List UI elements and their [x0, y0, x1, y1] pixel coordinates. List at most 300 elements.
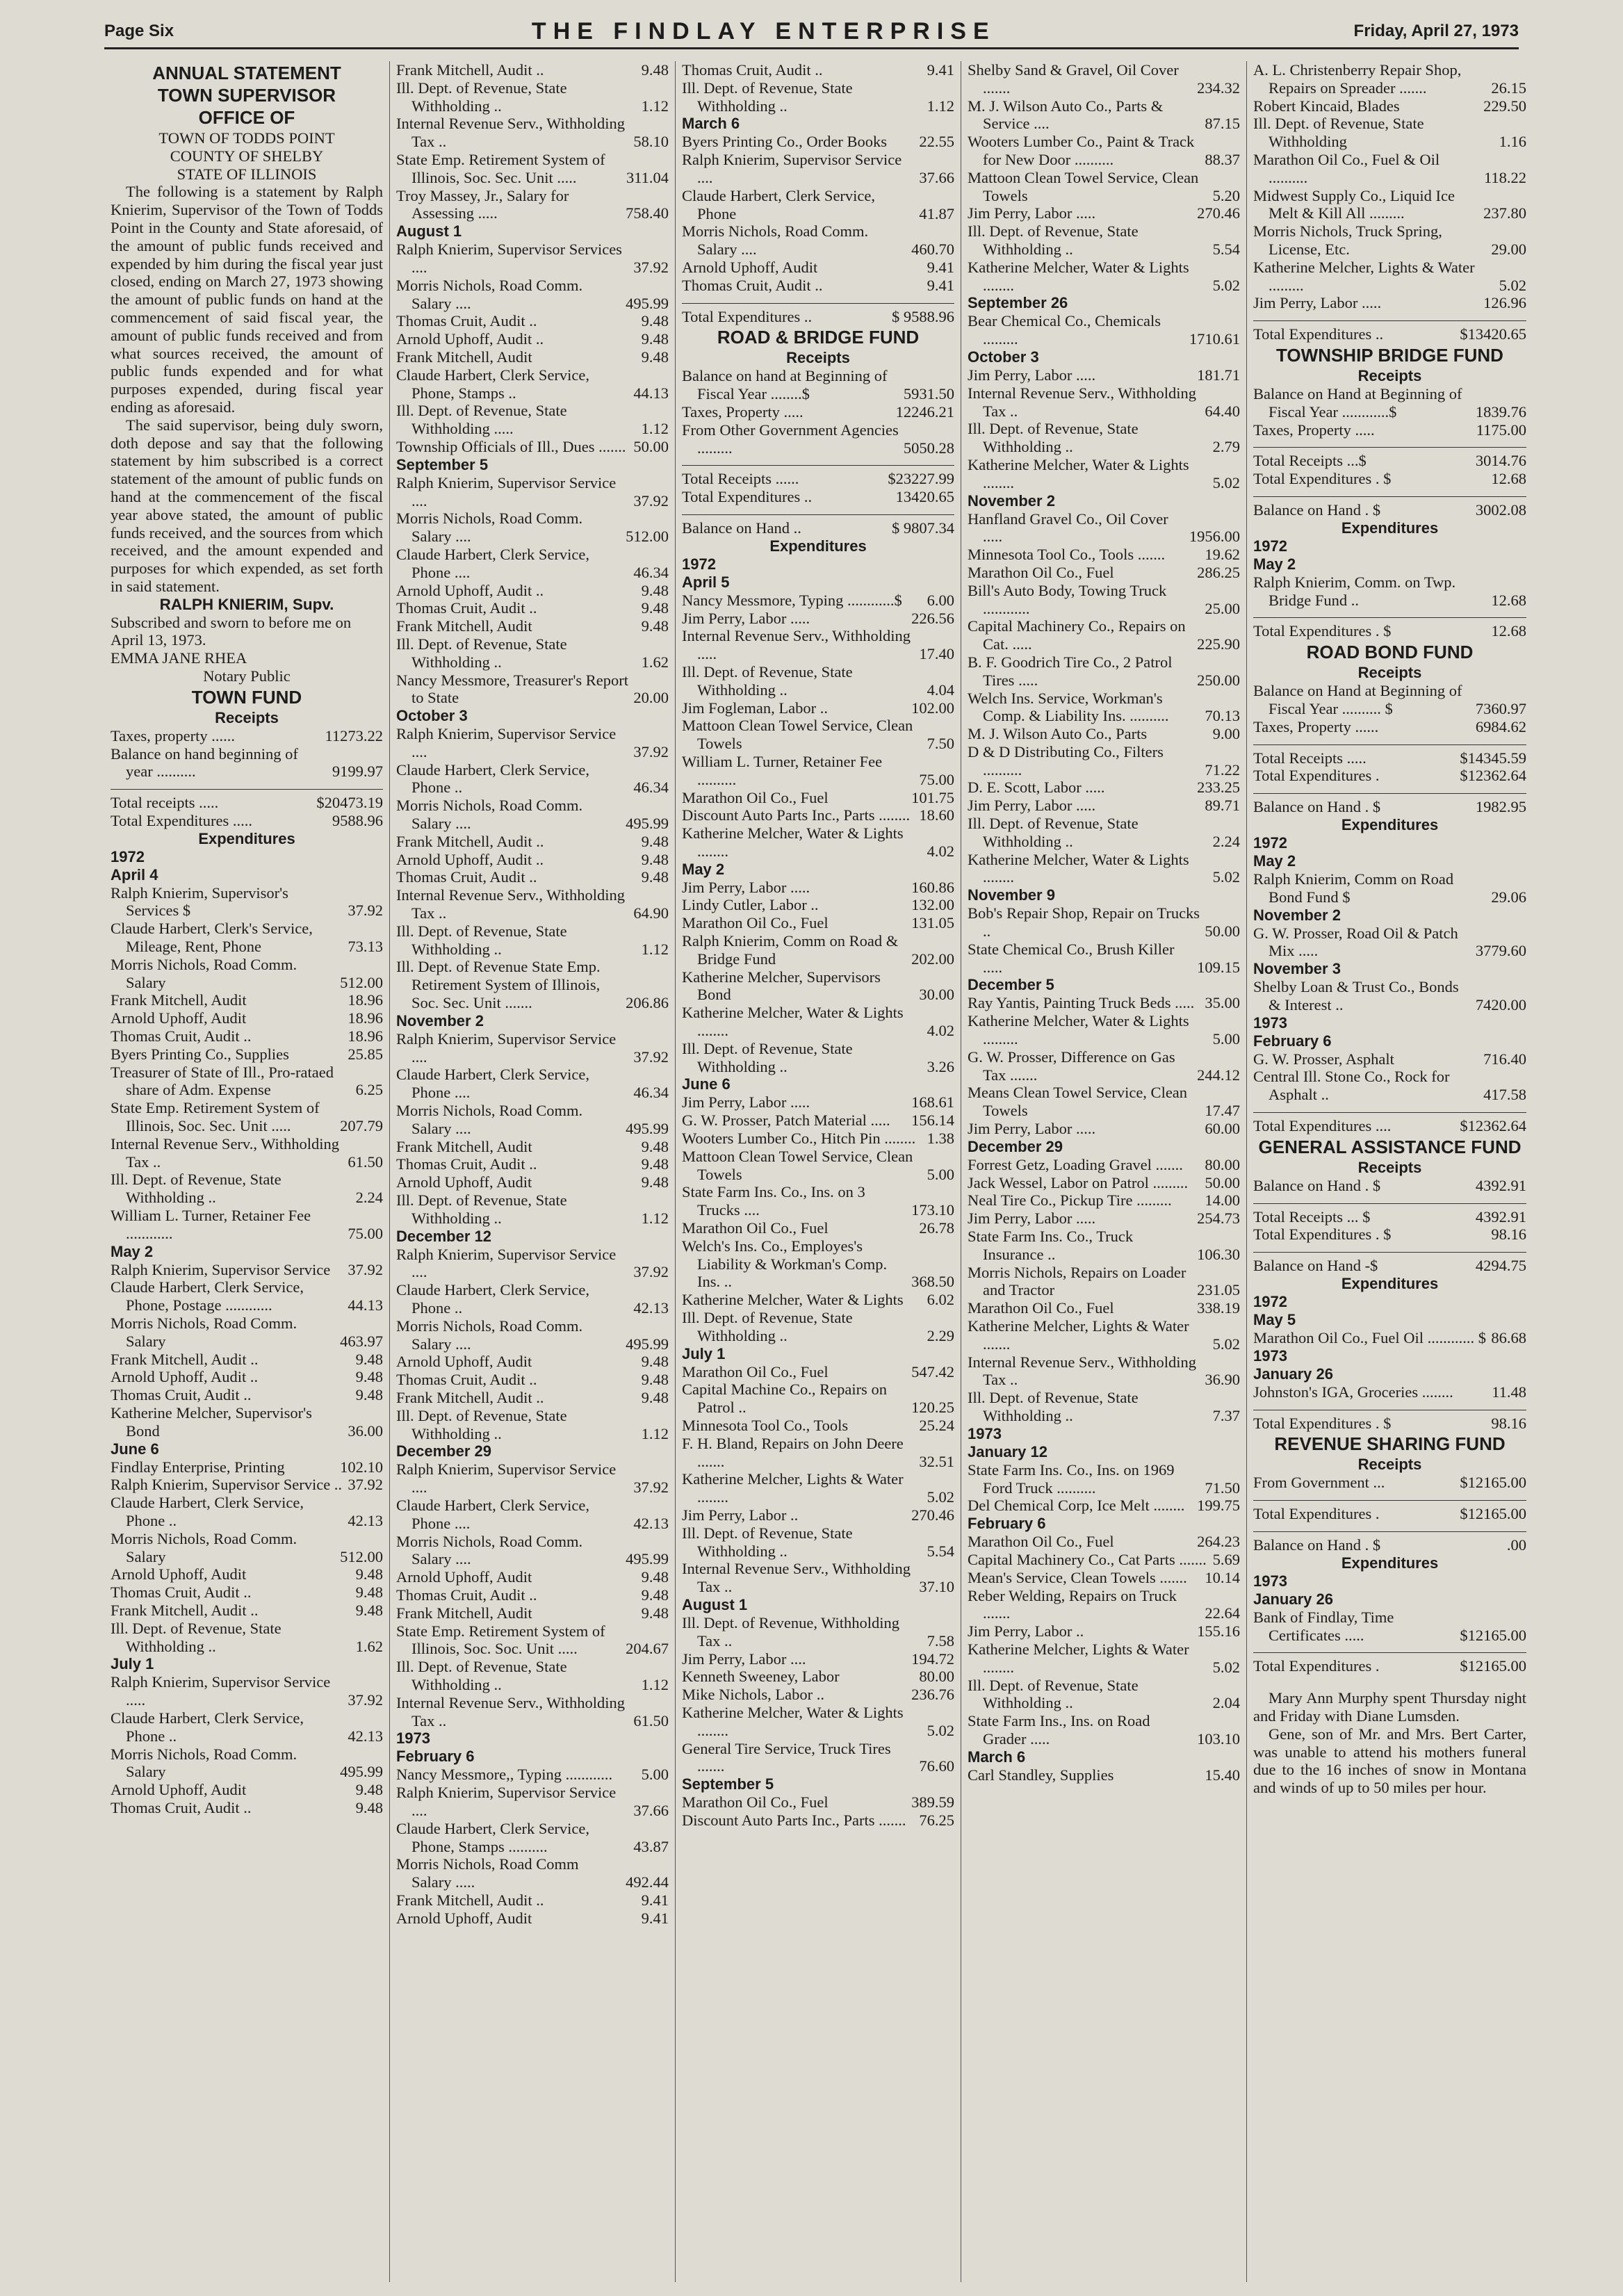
entry-amount: 495.99	[626, 815, 669, 833]
entry-description: Ralph Knierim, Supervisor Service ....	[682, 151, 902, 186]
entry-amount: 9.48	[641, 61, 669, 79]
ledger-entry	[968, 1317, 1240, 1353]
entry-description: Total Expenditures .....	[111, 811, 253, 829]
total-rule	[1253, 1112, 1526, 1113]
ledger-entry	[968, 1712, 1240, 1748]
ledger-entry	[111, 1709, 383, 1745]
section-heading: OFFICE OF	[198, 107, 295, 128]
ledger-entry	[111, 1009, 383, 1027]
entry-description: Frank Mitchell, Audit	[396, 617, 532, 635]
entry-description: Ralph Knierim, Supervisor Service ....	[396, 1460, 617, 1497]
entry-amount: $14345.59	[1460, 749, 1526, 767]
date-heading: 1972	[1253, 833, 1287, 852]
ledger-entry	[396, 797, 669, 833]
ledger-entry	[968, 312, 1240, 348]
ledger-entry	[1253, 470, 1526, 488]
entry-description: D & D Distributing Co., Filters ..........	[968, 742, 1164, 779]
entry-amount: 37.92	[633, 491, 669, 510]
entry-amount: 76.60	[919, 1757, 954, 1775]
entry-amount: $13420.65	[1460, 325, 1526, 343]
ledger-entry	[111, 956, 383, 992]
entry-amount: 22.64	[1205, 1604, 1240, 1622]
entry-amount: 101.75	[911, 788, 954, 806]
entry-amount: 5.02	[1212, 473, 1240, 491]
entry-description: Minnesota Tool Co., Tools	[682, 1417, 849, 1434]
entry-description: Katherine Melcher, Water & Lights ........	[968, 455, 1189, 491]
date-heading: 1972	[1253, 1293, 1287, 1311]
total-rule	[111, 789, 383, 790]
ledger-entry	[968, 61, 1240, 97]
total-rule	[682, 303, 954, 304]
date-heading: February 6	[968, 1515, 1046, 1533]
total-rule	[1253, 744, 1526, 745]
ledger-entry	[682, 1219, 954, 1237]
entry-description: Claude Harbert, Clerk Service, Phone ..	[111, 1494, 304, 1529]
entry-amount: 5.02	[927, 1721, 954, 1739]
entry-description: Katherine Melcher, Lights & Water .........	[1253, 258, 1475, 294]
centered-line: COUNTY OF SHELBY	[170, 147, 324, 165]
ledger-entry	[1253, 187, 1526, 223]
total-rule	[1253, 1203, 1526, 1204]
ledger-entry	[1253, 870, 1526, 906]
entry-description: Marathon Oil Co., Fuel & Oil ..........	[1253, 150, 1440, 186]
entry-amount: 37.92	[633, 742, 669, 760]
entry-description: Arnold Uphoff, Audit	[396, 1353, 532, 1371]
ledger-entry	[1253, 151, 1526, 187]
entry-amount: 12246.21	[895, 402, 954, 421]
entry-description: Ill. Dept. of Revenue, State Withholding ..	[396, 1406, 567, 1442]
entry-amount: 60.00	[1205, 1120, 1240, 1138]
entry-description: Katherine Melcher, Lights & Water ........	[968, 1640, 1189, 1676]
subsection-heading: Receipts	[786, 349, 850, 367]
entry-description: Midwest Supply Co., Liquid Ice Melt & Kill All .........	[1253, 186, 1455, 222]
entry-amount: 5.02	[1212, 1335, 1240, 1353]
entry-description: Arnold Uphoff, Audit	[111, 1781, 247, 1799]
entry-amount: 50.00	[633, 437, 669, 455]
entry-amount: 5.02	[1212, 868, 1240, 886]
entry-amount: 1.12	[641, 940, 669, 958]
entry-description: Frank Mitchell, Audit ..	[111, 1350, 259, 1368]
entry-description: Marathon Oil Co., Fuel	[968, 1299, 1114, 1317]
ledger-entry	[396, 1155, 669, 1173]
entry-amount: 716.40	[1483, 1050, 1526, 1068]
entry-amount: 495.99	[340, 1763, 383, 1781]
date-heading: September 5	[396, 455, 489, 473]
entry-amount: 460.70	[911, 241, 954, 259]
entry-amount: 4392.91	[1475, 1207, 1526, 1226]
entry-amount: 9.48	[641, 1604, 669, 1622]
ledger-entry	[111, 1135, 383, 1171]
entry-description: Discount Auto Parts Inc., Parts ........	[682, 806, 911, 824]
entry-description: Total Expenditures ....	[1253, 1117, 1392, 1135]
ledger-entry	[111, 1368, 383, 1386]
ledger-entry	[682, 133, 954, 151]
ledger-entry	[1253, 622, 1526, 640]
date-heading: December 29	[968, 1137, 1063, 1155]
ledger-entry	[682, 592, 954, 610]
section-gap	[1253, 1675, 1526, 1689]
entry-description: Marathon Oil Co., Fuel	[682, 1793, 829, 1811]
ledger-entry	[968, 1120, 1240, 1138]
entry-description: Welch's Ins. Co., Employes's Liability & Workman's Comp. Ins. ..	[682, 1237, 888, 1291]
entry-description: Ill. Dept. of Revenue, State Withholding ..	[968, 1676, 1139, 1712]
entry-amount: 9.48	[641, 1586, 669, 1604]
entry-description: D. E. Scott, Labor .....	[968, 779, 1105, 797]
column-5	[1247, 61, 1533, 2282]
ledger-entry	[396, 151, 669, 187]
entry-amount: $12165.00	[1460, 1657, 1526, 1675]
entry-amount: 6984.62	[1475, 717, 1526, 735]
entry-amount: 44.13	[633, 384, 669, 402]
ledger-entry	[1253, 325, 1526, 343]
entry-amount: 204.67	[626, 1640, 669, 1658]
total-rule	[682, 514, 954, 515]
total-rule	[1253, 496, 1526, 497]
entry-description: Arnold Uphoff, Audit ..	[396, 581, 544, 599]
entry-description: Ill. Dept. of Revenue, State Withholding ..	[682, 1524, 853, 1560]
ledger-entry	[968, 420, 1240, 456]
entry-amount: 80.00	[1205, 1155, 1240, 1173]
ledger-entry	[396, 833, 669, 851]
entry-amount: 42.13	[633, 1299, 669, 1317]
ledger-entry	[396, 1030, 669, 1066]
entry-description: Internal Revenue Serv., Withholding Tax ..	[682, 1560, 911, 1596]
entry-amount: 109.15	[1197, 958, 1240, 976]
total-rule	[1253, 1252, 1526, 1253]
entry-amount: 194.72	[911, 1650, 954, 1668]
entry-amount: 5.69	[1212, 1550, 1240, 1568]
entry-amount: 225.90	[1197, 635, 1240, 653]
ledger-entry	[682, 277, 954, 295]
ledger-entry	[968, 1012, 1240, 1048]
ledger-entry	[396, 1766, 669, 1784]
date-heading: August 1	[396, 222, 462, 241]
entry-amount: 12.68	[1491, 622, 1526, 640]
ledger-entry	[396, 1389, 669, 1407]
ledger-entry	[396, 402, 669, 438]
entry-amount: 311.04	[626, 168, 669, 186]
entry-description: Ill. Dept. of Revenue, Withholding Tax ..	[682, 1613, 900, 1650]
ledger-entry	[396, 599, 669, 617]
entry-description: Internal Revenue Serv., Withholding Tax ..	[111, 1134, 340, 1171]
entry-amount: 6.00	[927, 591, 954, 609]
entry-amount: 495.99	[626, 294, 669, 312]
ledger-entry	[682, 914, 954, 932]
entry-amount: 89.71	[1205, 797, 1240, 815]
entry-description: Balance on hand at Beginning of Fiscal Year ........$	[682, 367, 888, 403]
entry-amount: 2.24	[1212, 832, 1240, 850]
date-heading: 1973	[1253, 1346, 1287, 1365]
total-rule	[1253, 617, 1526, 618]
ledger-entry	[1253, 573, 1526, 610]
entry-description: Thomas Cruit, Audit ..	[682, 276, 823, 294]
ledger-entry	[111, 1799, 383, 1817]
section-heading: ROAD & BRIDGE FUND	[717, 327, 920, 348]
ledger-entry	[396, 958, 669, 1011]
ledger-entry	[1253, 222, 1526, 259]
entry-description: Frank Mitchell, Audit	[396, 1604, 532, 1622]
entry-amount: 80.00	[919, 1668, 954, 1686]
entry-amount: 26.78	[919, 1219, 954, 1237]
entry-amount: 4.02	[927, 842, 954, 860]
entry-amount: 37.92	[633, 258, 669, 276]
entry-amount: 5.54	[927, 1542, 954, 1560]
entry-description: Mike Nichols, Labor ..	[682, 1686, 824, 1704]
ledger-entry	[396, 1353, 669, 1371]
ledger-entry	[968, 725, 1240, 743]
entry-amount: 30.00	[919, 986, 954, 1004]
entry-amount: 1.12	[641, 1675, 669, 1693]
ledger-entry	[682, 610, 954, 628]
entry-amount: 7.50	[927, 735, 954, 753]
entry-description: Frank Mitchell, Audit ..	[396, 61, 544, 79]
ledger-entry	[682, 753, 954, 789]
entry-amount: 9.48	[641, 850, 669, 868]
entry-description: Total Receipts ...$	[1253, 452, 1367, 470]
entry-description: Jim Perry, Labor ....	[682, 1650, 806, 1668]
entry-description: Ill. Dept. of Revenue, State Withholding ..	[111, 1619, 282, 1655]
entry-description: Mattoon Clean Towel Service, Clean Towels	[968, 168, 1199, 204]
entry-amount: $20473.19	[316, 794, 383, 812]
ledger-entry	[111, 1745, 383, 1782]
ledger-entry	[968, 204, 1240, 222]
ledger-entry	[968, 1677, 1240, 1713]
masthead	[104, 15, 1519, 49]
entry-amount: 207.79	[340, 1117, 383, 1135]
ledger-entry	[968, 1533, 1240, 1551]
entry-description: Katherine Melcher, Lights & Water ........	[682, 1470, 904, 1506]
entry-description: Ill. Dept. of Revenue, State Withholding ..	[968, 420, 1139, 456]
text-line: EMMA JANE RHEA	[111, 649, 247, 667]
subsection-heading: Expenditures	[769, 537, 867, 555]
entry-description: Arnold Uphoff, Audit ..	[396, 330, 544, 348]
newspaper-title: THE FINDLAY ENTERPRISE	[531, 17, 996, 44]
total-rule	[1253, 793, 1526, 794]
entry-amount: 9.48	[355, 1601, 383, 1619]
ledger-entry	[968, 1299, 1240, 1317]
entry-amount: 9.41	[641, 1909, 669, 1927]
entry-amount: 9.41	[927, 61, 954, 79]
subsection-heading: Expenditures	[1341, 815, 1439, 833]
entry-description: Ill. Dept. of Revenue, State Withholding ..	[682, 662, 853, 699]
ledger-entry	[396, 241, 669, 277]
ledger-entry	[682, 806, 954, 824]
entry-description: From Other Government Agencies .........	[682, 421, 899, 457]
entry-description: Claude Harbert, Clerk Service, Phone ....	[396, 545, 590, 581]
ledger-entry	[111, 1386, 383, 1404]
entry-description: M. J. Wilson Auto Co., Parts & Service ....	[968, 97, 1164, 133]
ledger-entry	[396, 1173, 669, 1191]
ledger-entry	[396, 761, 669, 797]
ledger-entry	[968, 994, 1240, 1012]
entry-amount: 206.86	[626, 994, 669, 1012]
entry-amount: 46.34	[633, 1084, 669, 1102]
entry-amount: 18.96	[348, 1009, 383, 1027]
ledger-entry	[396, 1246, 669, 1282]
entry-description: Balance on Hand . $	[1253, 500, 1381, 519]
entry-description: Shelby Sand & Gravel, Oil Cover .......	[968, 61, 1179, 97]
ledger-entry	[1253, 1226, 1526, 1244]
entry-description: Ralph Knierim, Comm on Road & Bridge Fund	[682, 932, 899, 968]
entry-amount: 156.14	[911, 1112, 954, 1130]
entry-description: Thomas Cruit, Audit ..	[111, 1798, 252, 1816]
ledger-entry	[682, 1291, 954, 1309]
ledger-entry	[396, 635, 669, 671]
entry-amount: 236.76	[911, 1686, 954, 1704]
entry-description: Katherine Melcher, Water & Lights ........	[968, 850, 1189, 886]
entry-description: Byers Printing Co., Supplies	[111, 1045, 289, 1063]
entry-description: Marathon Oil Co., Fuel	[682, 914, 829, 932]
ledger-entry	[111, 1099, 383, 1135]
ledger-entry	[1253, 1329, 1526, 1347]
entry-description: Frank Mitchell, Audit ..	[111, 1601, 259, 1619]
ledger-entry	[682, 79, 954, 115]
entry-description: Ill. Dept. of Revenue, State Withholding .....	[396, 402, 567, 438]
entry-description: Katherine Melcher, Water & Lights ........	[682, 1004, 904, 1040]
entry-description: Marathon Oil Co., Fuel	[682, 788, 829, 806]
ledger-entry	[682, 61, 954, 79]
ledger-entry	[396, 1622, 669, 1659]
subsection-heading: Receipts	[1357, 664, 1422, 682]
ledger-entry	[682, 968, 954, 1004]
ledger-entry	[968, 582, 1240, 618]
entry-amount: 20.00	[633, 689, 669, 707]
ledger-entry	[968, 904, 1240, 941]
ledger-entry	[111, 812, 383, 830]
entry-description: M. J. Wilson Auto Co., Parts	[968, 725, 1148, 743]
entry-description: Morris Nichols, Road Comm. Salary ....	[682, 222, 869, 259]
ledger-entry	[111, 1602, 383, 1620]
ledger-entry	[1253, 749, 1526, 767]
entry-amount: 61.50	[633, 1711, 669, 1729]
entry-amount: 389.59	[911, 1793, 954, 1811]
ledger-entry	[968, 653, 1240, 690]
entry-description: Arnold Uphoff, Audit ..	[111, 1368, 259, 1386]
date-heading: November 9	[968, 886, 1055, 904]
date-heading: March 6	[968, 1748, 1026, 1766]
ledger-entry	[111, 1171, 383, 1207]
ledger-entry	[682, 1811, 954, 1830]
entry-amount: 37.92	[348, 1260, 383, 1278]
entry-amount: 4294.75	[1475, 1257, 1526, 1275]
entry-amount: 1.38	[927, 1130, 954, 1148]
ledger-entry	[682, 1560, 954, 1596]
entry-amount: 6.25	[355, 1081, 383, 1099]
ledger-entry	[1253, 1415, 1526, 1433]
entry-description: Jim Perry, Labor .....	[682, 609, 810, 627]
entry-amount: 5.54	[1212, 240, 1240, 258]
entry-description: Ill. Dept. of Revenue, State Withholding ..	[682, 79, 853, 115]
entry-description: Arnold Uphoff, Audit	[682, 258, 818, 276]
ledger-entry	[968, 1264, 1240, 1300]
ledger-entry	[682, 1381, 954, 1417]
entry-amount: 70.13	[1205, 707, 1240, 725]
entry-description: F. H. Bland, Repairs on John Deere .......	[682, 1434, 904, 1470]
ledger-entry	[682, 1130, 954, 1148]
entry-amount: $23227.99	[888, 470, 954, 488]
ledger-entry	[1253, 798, 1526, 816]
ledger-entry	[682, 1524, 954, 1561]
entry-amount: 181.71	[1197, 366, 1240, 384]
entry-amount: 1.12	[641, 420, 669, 438]
date-heading: January 12	[968, 1442, 1047, 1460]
ledger-entry	[1253, 97, 1526, 115]
date-heading: 1973	[1253, 1572, 1287, 1590]
ledger-entry	[1253, 1536, 1526, 1554]
ledger-entry	[968, 941, 1240, 977]
ledger-entry	[682, 1237, 954, 1291]
entry-description: Balance on Hand . $	[1253, 798, 1381, 816]
entry-amount: 5.00	[641, 1766, 669, 1784]
section-heading: TOWN FUND	[191, 686, 302, 708]
entry-amount: 7.58	[927, 1631, 954, 1650]
ledger-entry	[396, 1138, 669, 1156]
entry-description: Arnold Uphoff, Audit	[396, 1568, 532, 1586]
subsection-heading: Expenditures	[1341, 1554, 1439, 1572]
entry-amount: 71.22	[1205, 760, 1240, 779]
entry-amount: 9.48	[355, 1350, 383, 1368]
entry-description: Taxes, property ......	[111, 726, 236, 744]
text-line: Subscribed and sworn to before me on April 13, 1973.	[111, 613, 352, 649]
ledger-entry	[1253, 61, 1526, 97]
entry-amount: 270.46	[911, 1506, 954, 1524]
signature-name: RALPH KNIERIM, Supv.	[159, 595, 334, 613]
entry-amount: 1710.61	[1189, 330, 1240, 348]
ledger-entry	[111, 1261, 383, 1279]
entry-amount: 3779.60	[1475, 942, 1526, 960]
entry-description: Morris Nichols, Road Comm. Salary	[111, 1745, 297, 1781]
entry-description: Ralph Knierim, Supervisor Service ....	[396, 1784, 617, 1819]
entry-amount: 492.44	[626, 1873, 669, 1891]
ledger-entry	[682, 1148, 954, 1184]
date-heading: June 6	[111, 1440, 159, 1458]
entry-description: Robert Kincaid, Blades	[1253, 97, 1400, 115]
entry-description: Thomas Cruit, Audit ..	[396, 1155, 537, 1173]
date-heading: 1973	[968, 1424, 1002, 1442]
ledger-entry	[396, 1910, 669, 1928]
entry-description: Jim Perry, Labor .....	[968, 1120, 1096, 1138]
entry-description: Total Expenditures . $	[1253, 622, 1392, 640]
ledger-entry	[111, 1207, 383, 1243]
entry-amount: 3014.76	[1475, 452, 1526, 470]
section-heading: ANNUAL STATEMENT	[152, 63, 341, 83]
entry-description: Thomas Cruit, Audit ..	[396, 868, 537, 886]
entry-description: Del Chemical Corp, Ice Melt ........	[968, 1497, 1185, 1515]
entry-description: Ralph Knierim, Supervisor Service .....	[111, 1673, 331, 1709]
entry-amount: 2.79	[1212, 438, 1240, 456]
ledger-entry	[968, 1084, 1240, 1120]
entry-description: Claude Harbert, Clerk Service, Phone ....	[396, 1066, 590, 1102]
ledger-entry	[682, 1309, 954, 1345]
ledger-entry	[968, 1569, 1240, 1587]
entry-description: Ralph Knierim, Comm on Road Bond Fund $	[1253, 870, 1454, 906]
ledger-entry	[111, 1064, 383, 1100]
entry-amount: 120.25	[911, 1399, 954, 1417]
entry-description: Thomas Cruit, Audit ..	[111, 1027, 252, 1045]
entry-amount: 9.48	[641, 312, 669, 330]
entry-description: Ralph Knierim, Supervisor Service	[111, 1260, 331, 1278]
entry-description: Ralph Knierim, Supervisor's Services $	[111, 884, 288, 920]
entry-amount: 42.13	[348, 1511, 383, 1529]
ledger-entry	[968, 1461, 1240, 1497]
ledger-entry	[396, 582, 669, 600]
entry-description: Marathon Oil Co., Fuel	[968, 563, 1114, 581]
ledger-entry	[1253, 718, 1526, 736]
entry-description: Shelby Loan & Trust Co., Bonds & Interest ..	[1253, 978, 1459, 1013]
ledger-entry	[111, 1404, 383, 1440]
ledger-entry	[396, 1497, 669, 1533]
entry-description: B. F. Goodrich Tire Co., 2 Patrol Tires .....	[968, 653, 1173, 689]
